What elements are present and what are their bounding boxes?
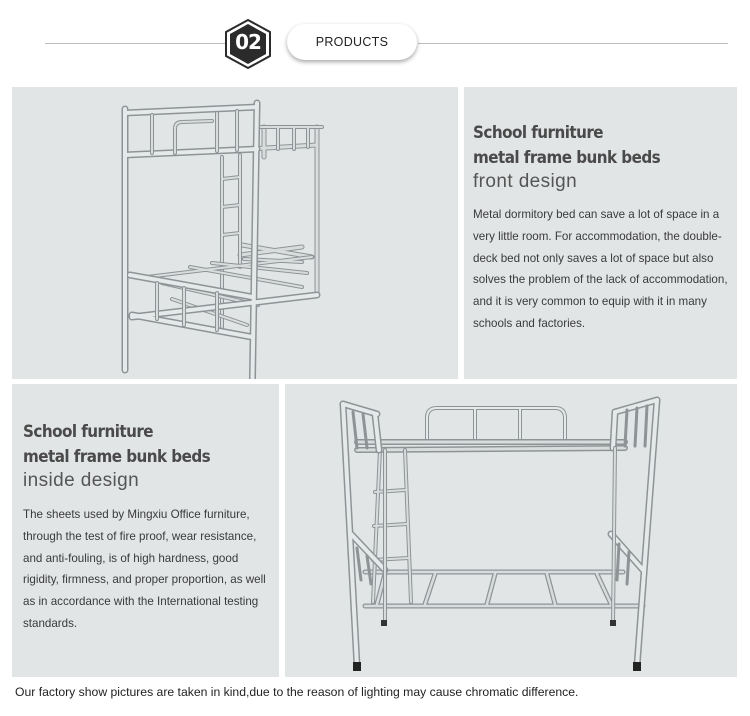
section-number: 02 xyxy=(235,30,261,54)
section-label: PRODUCTS xyxy=(287,24,417,60)
front-bunk-bed-illustration xyxy=(12,87,458,379)
inside-description: The sheets used by Mingxiu Office furniture, through the test of fire proof, wear resistance, and anti-fouling, is of high hardness, good rigidity, firmness, and proper proportion, as well as in accordance with the International testing standards. xyxy=(23,508,266,630)
front-subtitle: front design xyxy=(473,171,578,192)
header-divider-right xyxy=(418,43,728,44)
inside-title-line1: School furniture xyxy=(23,422,154,441)
header-divider-left xyxy=(45,43,230,44)
front-design-card xyxy=(464,87,737,379)
front-title-line1: School furniture xyxy=(473,123,604,142)
front-description: Metal dormitory bed can save a lot of space in a very little room. For accommodation, the double-deck bed not only saves a lot of space but also solves the problem of the lack of accommodation, and it is very common to equip with it in many schools and factories. xyxy=(473,208,728,330)
inside-bunk-bed-illustration xyxy=(285,384,737,677)
front-bed-photo xyxy=(12,87,458,379)
inside-subtitle: inside design xyxy=(23,470,140,491)
footer-disclaimer: Our factory show pictures are taken in kind,due to the reason of lighting may cause chromatic difference. xyxy=(15,685,579,699)
front-title-line2: metal frame bunk beds xyxy=(473,148,661,167)
inside-title-line2: metal frame bunk beds xyxy=(23,447,211,466)
inside-bed-photo xyxy=(285,384,737,677)
inside-design-card xyxy=(12,384,279,677)
